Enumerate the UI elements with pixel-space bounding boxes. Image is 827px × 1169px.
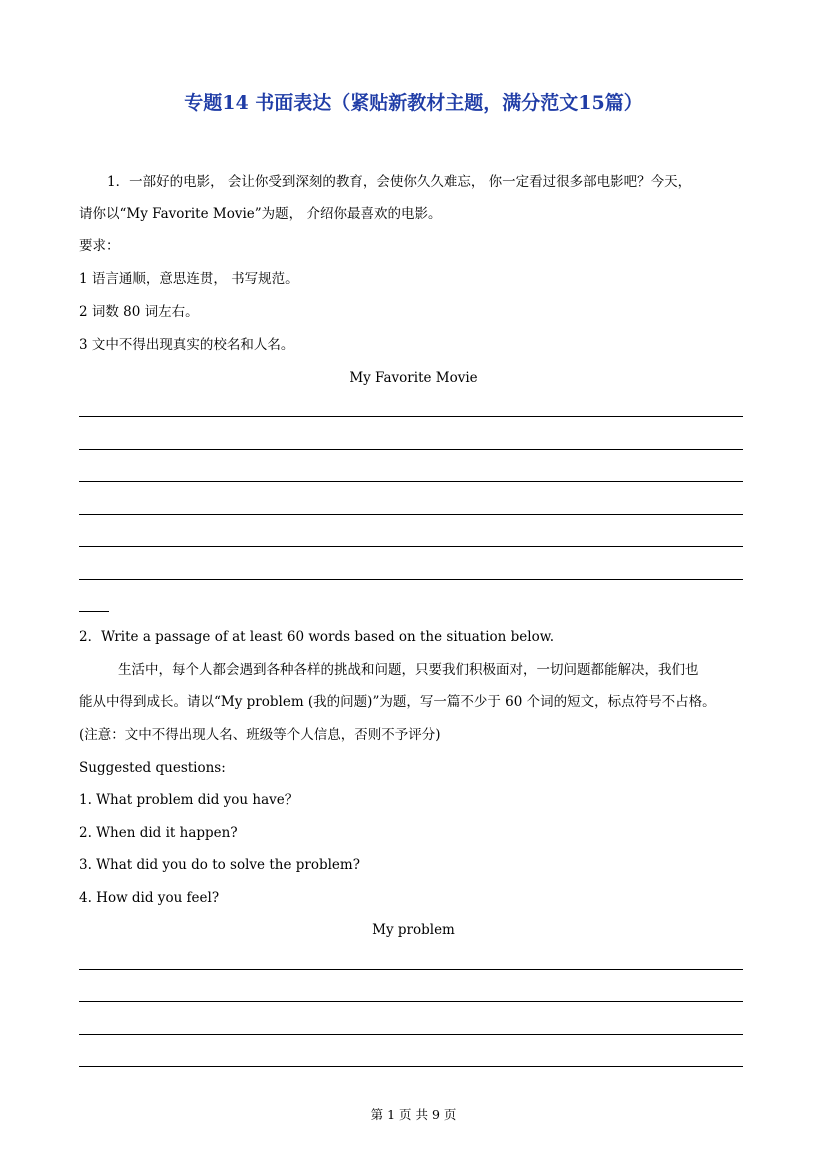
- q1-prompt-line1: 1．一部好的电影， 会让你受到深刻的教育，会使你久久难忘， 你一定看过很多部电影吧？今天，: [107, 174, 692, 190]
- q1-writing-line-end[interactable]: [79, 611, 109, 612]
- q2-prompt-line3: 能从中得到成长。请以“My problem (我的问题)”为题，写一篇不少于 60 个词的短文，标点符号不占格。: [79, 694, 716, 710]
- q2-writing-line[interactable]: [79, 969, 743, 970]
- q2-writing-line[interactable]: [79, 1034, 743, 1035]
- q2-suggested-question-1: 1. What problem did you have？: [79, 792, 299, 808]
- q1-requirements-heading: 要求：: [79, 238, 120, 254]
- q2-essay-title: My problem: [372, 922, 455, 938]
- q1-requirement-2: 2 词数 80 词左右。: [79, 304, 199, 320]
- q1-writing-line[interactable]: [79, 416, 743, 417]
- q2-note: (注意：文中不得出现人名、班级等个人信息，否则不予评分): [79, 727, 441, 743]
- q1-writing-line[interactable]: [79, 579, 743, 580]
- q1-essay-title: My Favorite Movie: [349, 370, 478, 386]
- q2-suggested-question-3: 3. What did you do to solve the problem?: [79, 857, 360, 873]
- q2-writing-line[interactable]: [79, 1066, 743, 1067]
- q2-prompt-line1: 2．Write a passage of at least 60 words based on the situation below.: [79, 629, 554, 645]
- q2-prompt-line2: 生活中，每个人都会遇到各种各样的挑战和问题，只要我们积极面对，一切问题都能解决，我们也: [118, 662, 699, 678]
- q1-prompt-line2: 请你以“My Favorite Movie”为题， 介绍你最喜欢的电影。: [79, 206, 442, 222]
- q2-suggested-heading: Suggested questions:: [79, 760, 226, 776]
- q1-requirement-3: 3 文中不得出现真实的校名和人名。: [79, 337, 295, 353]
- q1-writing-line[interactable]: [79, 481, 743, 482]
- q1-writing-line[interactable]: [79, 449, 743, 450]
- q2-suggested-question-2: 2. When did it happen?: [79, 825, 238, 841]
- page-footer: 第 1 页 共 9 页: [370, 1107, 457, 1122]
- page-title: 专题14 书面表达（紧贴新教材主题，满分范文15篇）: [184, 92, 643, 114]
- q1-writing-line[interactable]: [79, 514, 743, 515]
- q1-requirement-1: 1 语言通顺，意思连贯， 书写规范。: [79, 271, 299, 287]
- q2-writing-line[interactable]: [79, 1001, 743, 1002]
- q2-suggested-question-4: 4. How did you feel?: [79, 890, 220, 906]
- q1-writing-line[interactable]: [79, 546, 743, 547]
